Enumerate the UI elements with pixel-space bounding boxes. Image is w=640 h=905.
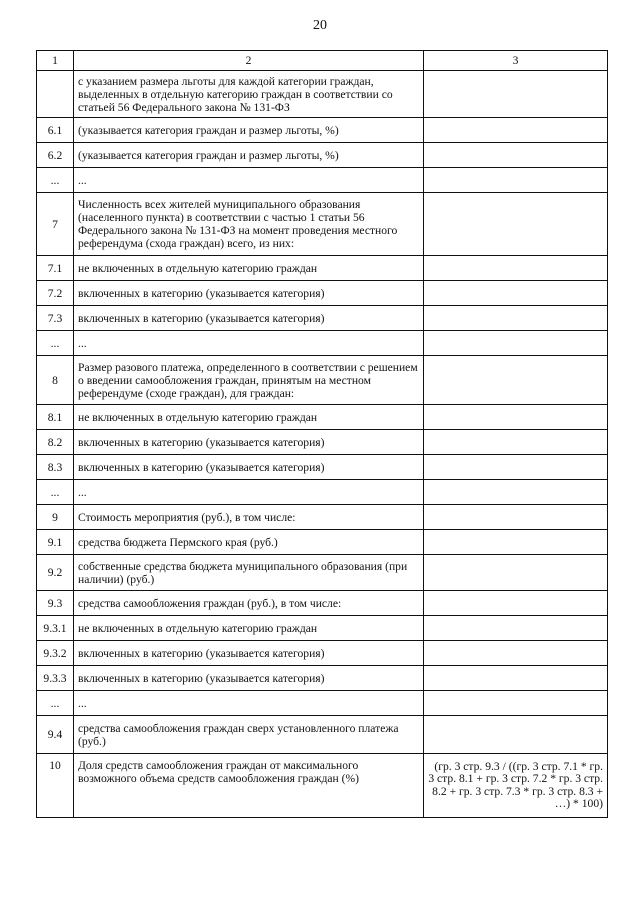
row-text: не включенных в отдельную категорию граждан (74, 405, 424, 430)
row-number: ... (37, 691, 74, 716)
row-text: (указывается категория граждан и размер льготы, %) (74, 118, 424, 143)
row-text: Размер разового платежа, определенного в соответствии с решением о введении самообложения граждан, принятым на местном референдуме (сходе граждан), для граждан: (74, 356, 424, 405)
table-row (37, 118, 608, 143)
row-text: средства бюджета Пермского края (руб.) (74, 530, 424, 555)
row-text: ... (74, 331, 424, 356)
table-row (37, 430, 608, 455)
table-row (37, 480, 608, 505)
row-number: 9.2 (37, 555, 74, 591)
row-value (424, 505, 608, 530)
table-row (37, 716, 608, 754)
row-value (424, 256, 608, 281)
row-text: включенных в категорию (указывается категория) (74, 281, 424, 306)
table-row (37, 754, 608, 818)
table-row (37, 331, 608, 356)
row-text: средства самообложения граждан (руб.), в том числе: (74, 591, 424, 616)
row-text: не включенных в отдельную категорию граждан (74, 616, 424, 641)
table-row (37, 168, 608, 193)
row-number: 9 (37, 505, 74, 530)
row-number: 6.1 (37, 118, 74, 143)
page-number: 20 (313, 18, 327, 33)
table-row (37, 666, 608, 691)
row-value (424, 331, 608, 356)
row-number: 9.3 (37, 591, 74, 616)
row-number: 8.3 (37, 455, 74, 480)
header-col-1: 1 (37, 51, 74, 71)
table-row (37, 616, 608, 641)
row-number: 8.1 (37, 405, 74, 430)
row-number: 7.3 (37, 306, 74, 331)
row-value (424, 306, 608, 331)
row-number: 9.3.1 (37, 616, 74, 641)
row-value (424, 555, 608, 591)
row-value (424, 716, 608, 754)
row-number: 8.2 (37, 430, 74, 455)
row-number: 9.4 (37, 716, 74, 754)
row-value (424, 641, 608, 666)
row-number: 10 (37, 754, 74, 818)
row-number: 9.1 (37, 530, 74, 555)
row-text: средства самообложения граждан сверх установленного платежа (руб.) (74, 716, 424, 754)
row-text: включенных в категорию (указывается категория) (74, 430, 424, 455)
row-text: собственные средства бюджета муниципального образования (при наличии) (руб.) (74, 555, 424, 591)
row-number: 9.3.2 (37, 641, 74, 666)
row-value (424, 430, 608, 455)
row-text: Стоимость мероприятия (руб.), в том числе: (74, 505, 424, 530)
row-number: 9.3.3 (37, 666, 74, 691)
row-value (424, 591, 608, 616)
row-value (424, 281, 608, 306)
row-number: ... (37, 480, 74, 505)
table-row (37, 256, 608, 281)
table-row (37, 691, 608, 716)
table-row (37, 281, 608, 306)
row-value (424, 118, 608, 143)
table-row (37, 356, 608, 405)
row-value (424, 405, 608, 430)
table-row (37, 530, 608, 555)
row-value (424, 616, 608, 641)
row-number: 8 (37, 356, 74, 405)
row-text: ... (74, 691, 424, 716)
row-text: включенных в категорию (указывается категория) (74, 666, 424, 691)
row-number: ... (37, 331, 74, 356)
header-col-3: 3 (424, 51, 608, 71)
row-number: 7 (37, 193, 74, 256)
table-row (37, 455, 608, 480)
row-value (424, 480, 608, 505)
table-row (37, 306, 608, 331)
table-row (37, 641, 608, 666)
row-value (424, 143, 608, 168)
row-value (424, 666, 608, 691)
row-text: не включенных в отдельную категорию граждан (74, 256, 424, 281)
form-table (36, 50, 608, 818)
row-text: с указанием размера льготы для каждой категории граждан, выделенных в отдельную категорию граждан в соответствии со статьей 56 Федерального закона № 131-ФЗ (74, 71, 424, 118)
header-col-2: 2 (74, 51, 424, 71)
row-number: 7.2 (37, 281, 74, 306)
row-value (424, 71, 608, 118)
row-value (424, 356, 608, 405)
row-value-formula: (гр. 3 стр. 9.3 / ((гр. 3 стр. 7.1 * гр. 3 стр. 8.1 + гр. 3 стр. 7.2 * гр. 3 стр. 8.2 + гр. 3 стр. 7.3 * гр. 3 стр. 8.3 + …) * 100) (424, 754, 608, 818)
row-text: (указывается категория граждан и размер льготы, %) (74, 143, 424, 168)
row-text: включенных в категорию (указывается категория) (74, 306, 424, 331)
row-value (424, 691, 608, 716)
row-number: 6.2 (37, 143, 74, 168)
table-row (37, 591, 608, 616)
row-text: ... (74, 480, 424, 505)
table-row (37, 505, 608, 530)
table-row (37, 71, 608, 118)
row-value (424, 530, 608, 555)
row-text: Доля средств самообложения граждан от максимального возможного объема средств самообложения граждан (%) (74, 754, 424, 818)
row-text: включенных в категорию (указывается категория) (74, 455, 424, 480)
table-row (37, 405, 608, 430)
row-number: 7.1 (37, 256, 74, 281)
row-text: Численность всех жителей муниципального образования (населенного пункта) в соответствии с частью 1 статьи 56 Федерального закона № 131-ФЗ на момент проведения местного референдума (схода граждан) всего, из них: (74, 193, 424, 256)
row-value (424, 193, 608, 256)
row-number (37, 71, 74, 118)
row-value (424, 168, 608, 193)
row-text: включенных в категорию (указывается категория) (74, 641, 424, 666)
table-row (37, 555, 608, 591)
table-row (37, 193, 608, 256)
row-text: ... (74, 168, 424, 193)
row-number: ... (37, 168, 74, 193)
table-row (37, 143, 608, 168)
row-value (424, 455, 608, 480)
table-header-row (37, 51, 608, 71)
